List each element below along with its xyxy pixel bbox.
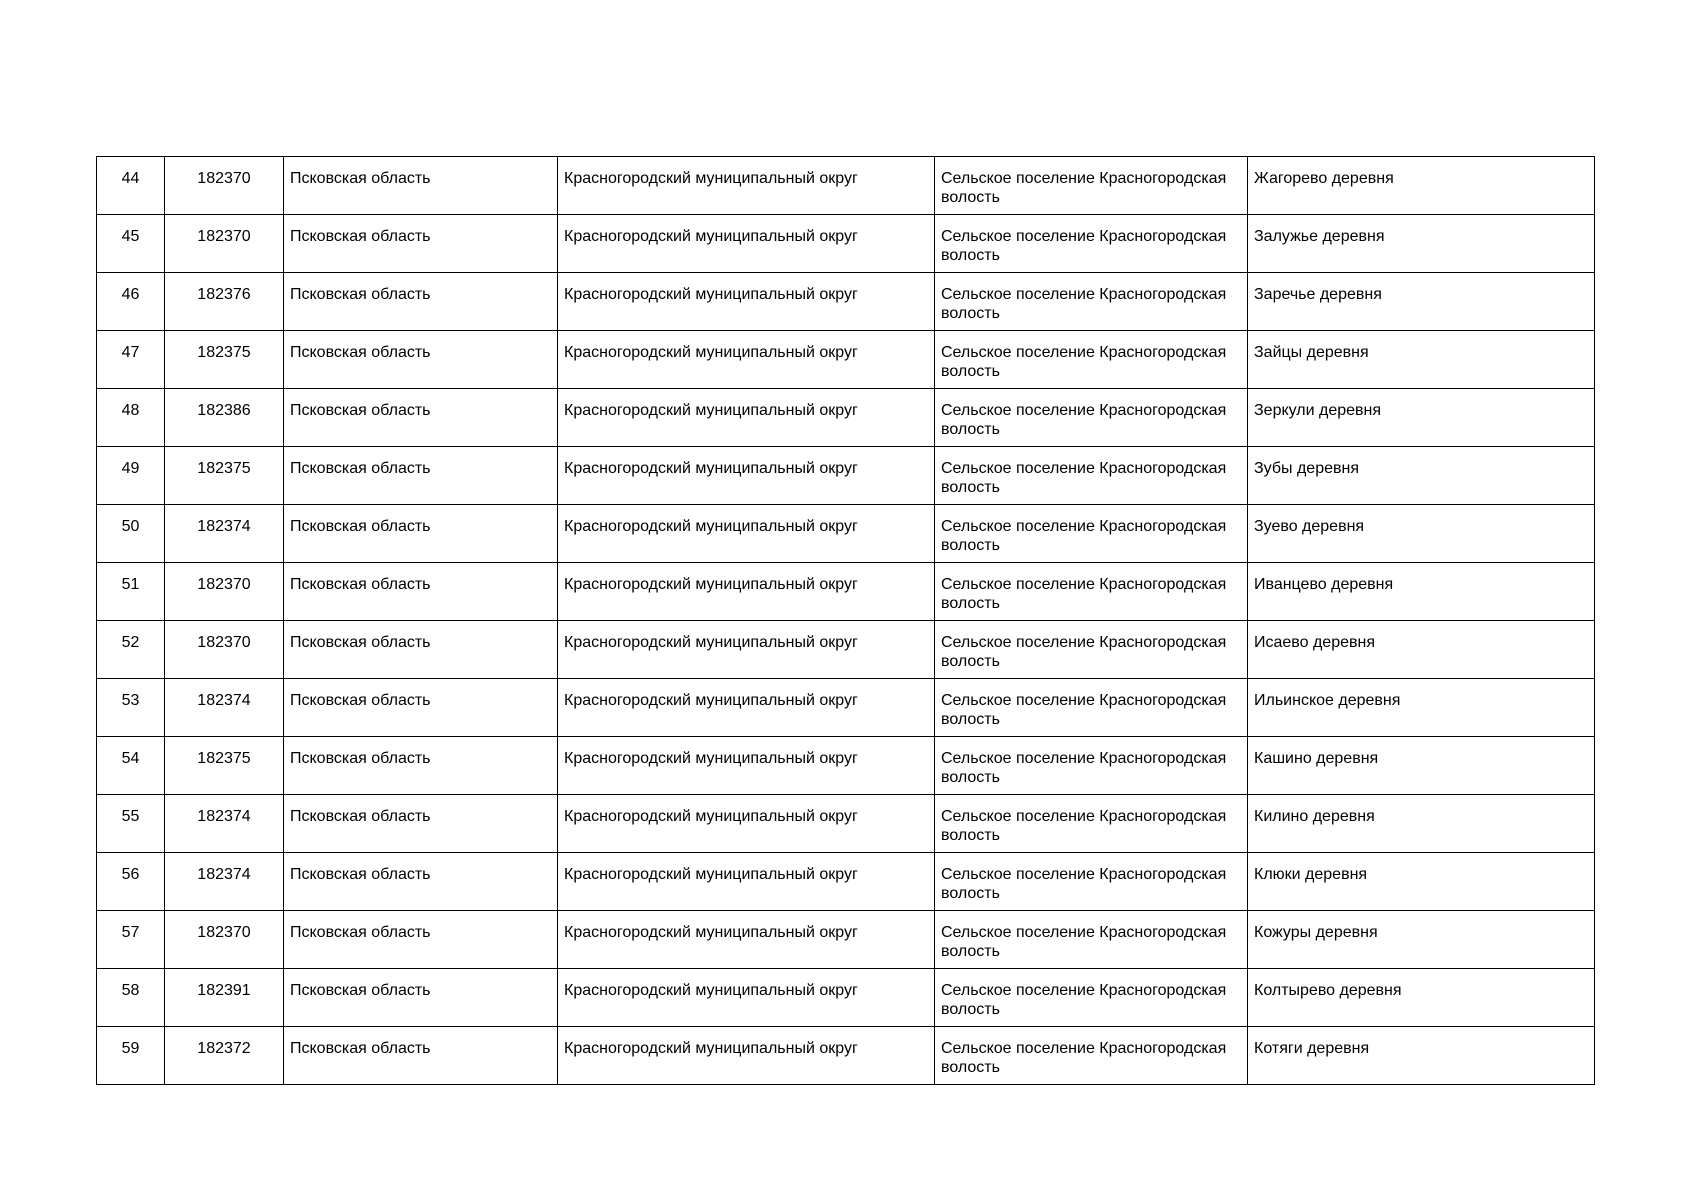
postal-index-cell: 182374 (165, 679, 284, 737)
postal-index-cell: 182375 (165, 447, 284, 505)
region-cell: Псковская область (284, 679, 558, 737)
table-row (97, 853, 1595, 911)
table-row (97, 679, 1595, 737)
district-cell: Красногородский муниципальный округ (558, 389, 935, 447)
table-row (97, 795, 1595, 853)
district-cell: Красногородский муниципальный округ (558, 737, 935, 795)
region-cell: Псковская область (284, 505, 558, 563)
district-cell: Красногородский муниципальный округ (558, 853, 935, 911)
postal-index-cell: 182375 (165, 331, 284, 389)
postal-index-cell: 182391 (165, 969, 284, 1027)
locality-cell: Килино деревня (1248, 795, 1595, 853)
postal-index-cell: 182374 (165, 795, 284, 853)
region-cell: Псковская область (284, 853, 558, 911)
table-row (97, 273, 1595, 331)
row-number-cell: 58 (97, 969, 165, 1027)
row-number-cell: 59 (97, 1027, 165, 1085)
row-number-cell: 44 (97, 157, 165, 215)
row-number-cell: 56 (97, 853, 165, 911)
settlement-cell: Сельское поселение Красногородская волость (935, 795, 1248, 853)
region-cell: Псковская область (284, 563, 558, 621)
settlement-cell: Сельское поселение Красногородская волость (935, 505, 1248, 563)
postal-index-cell: 182370 (165, 157, 284, 215)
region-cell: Псковская область (284, 969, 558, 1027)
district-cell: Красногородский муниципальный округ (558, 273, 935, 331)
settlement-cell: Сельское поселение Красногородская волость (935, 563, 1248, 621)
locality-cell: Зубы деревня (1248, 447, 1595, 505)
postal-index-cell: 182370 (165, 911, 284, 969)
district-cell: Красногородский муниципальный округ (558, 911, 935, 969)
row-number-cell: 51 (97, 563, 165, 621)
region-cell: Псковская область (284, 447, 558, 505)
locality-cell: Кожуры деревня (1248, 911, 1595, 969)
settlement-cell: Сельское поселение Красногородская волость (935, 853, 1248, 911)
locality-cell: Кашино деревня (1248, 737, 1595, 795)
settlement-cell: Сельское поселение Красногородская волость (935, 969, 1248, 1027)
district-cell: Красногородский муниципальный округ (558, 215, 935, 273)
settlement-cell: Сельское поселение Красногородская волость (935, 621, 1248, 679)
postal-index-cell: 182374 (165, 505, 284, 563)
row-number-cell: 57 (97, 911, 165, 969)
table-row (97, 621, 1595, 679)
region-cell: Псковская область (284, 621, 558, 679)
district-cell: Красногородский муниципальный округ (558, 157, 935, 215)
settlement-cell: Сельское поселение Красногородская волость (935, 215, 1248, 273)
postal-index-cell: 182372 (165, 1027, 284, 1085)
table-row (97, 911, 1595, 969)
settlement-cell: Сельское поселение Красногородская волость (935, 447, 1248, 505)
locality-cell: Жагорево деревня (1248, 157, 1595, 215)
settlement-cell: Сельское поселение Красногородская волость (935, 911, 1248, 969)
region-cell: Псковская область (284, 737, 558, 795)
localities-table (96, 156, 1595, 1085)
postal-index-cell: 182375 (165, 737, 284, 795)
settlement-cell: Сельское поселение Красногородская волость (935, 679, 1248, 737)
postal-index-cell: 182370 (165, 215, 284, 273)
district-cell: Красногородский муниципальный округ (558, 563, 935, 621)
table-row (97, 215, 1595, 273)
locality-cell: Колтырево деревня (1248, 969, 1595, 1027)
locality-cell: Исаево деревня (1248, 621, 1595, 679)
table-body (97, 157, 1595, 1085)
row-number-cell: 48 (97, 389, 165, 447)
postal-index-cell: 182386 (165, 389, 284, 447)
district-cell: Красногородский муниципальный округ (558, 505, 935, 563)
region-cell: Псковская область (284, 157, 558, 215)
table-row (97, 447, 1595, 505)
table-row (97, 505, 1595, 563)
postal-index-cell: 182370 (165, 621, 284, 679)
table-row (97, 1027, 1595, 1085)
locality-cell: Клюки деревня (1248, 853, 1595, 911)
row-number-cell: 45 (97, 215, 165, 273)
region-cell: Псковская область (284, 215, 558, 273)
locality-cell: Ильинское деревня (1248, 679, 1595, 737)
region-cell: Псковская область (284, 273, 558, 331)
row-number-cell: 49 (97, 447, 165, 505)
locality-cell: Зеркули деревня (1248, 389, 1595, 447)
settlement-cell: Сельское поселение Красногородская волость (935, 273, 1248, 331)
table-row (97, 563, 1595, 621)
table-row (97, 331, 1595, 389)
locality-cell: Заречье деревня (1248, 273, 1595, 331)
table-row (97, 737, 1595, 795)
row-number-cell: 52 (97, 621, 165, 679)
district-cell: Красногородский муниципальный округ (558, 331, 935, 389)
settlement-cell: Сельское поселение Красногородская волость (935, 389, 1248, 447)
settlement-cell: Сельское поселение Красногородская волость (935, 331, 1248, 389)
locality-cell: Иванцево деревня (1248, 563, 1595, 621)
district-cell: Красногородский муниципальный округ (558, 621, 935, 679)
postal-index-cell: 182376 (165, 273, 284, 331)
settlement-cell: Сельское поселение Красногородская волость (935, 737, 1248, 795)
row-number-cell: 55 (97, 795, 165, 853)
locality-cell: Зайцы деревня (1248, 331, 1595, 389)
district-cell: Красногородский муниципальный округ (558, 795, 935, 853)
region-cell: Псковская область (284, 331, 558, 389)
district-cell: Красногородский муниципальный округ (558, 969, 935, 1027)
row-number-cell: 54 (97, 737, 165, 795)
region-cell: Псковская область (284, 1027, 558, 1085)
postal-index-cell: 182370 (165, 563, 284, 621)
row-number-cell: 53 (97, 679, 165, 737)
row-number-cell: 47 (97, 331, 165, 389)
table-row (97, 157, 1595, 215)
table-row (97, 969, 1595, 1027)
locality-cell: Залужье деревня (1248, 215, 1595, 273)
row-number-cell: 46 (97, 273, 165, 331)
district-cell: Красногородский муниципальный округ (558, 447, 935, 505)
postal-index-cell: 182374 (165, 853, 284, 911)
locality-cell: Зуево деревня (1248, 505, 1595, 563)
district-cell: Красногородский муниципальный округ (558, 679, 935, 737)
district-cell: Красногородский муниципальный округ (558, 1027, 935, 1085)
settlement-cell: Сельское поселение Красногородская волость (935, 157, 1248, 215)
table-row (97, 389, 1595, 447)
region-cell: Псковская область (284, 911, 558, 969)
row-number-cell: 50 (97, 505, 165, 563)
region-cell: Псковская область (284, 795, 558, 853)
locality-cell: Котяги деревня (1248, 1027, 1595, 1085)
settlement-cell: Сельское поселение Красногородская волость (935, 1027, 1248, 1085)
region-cell: Псковская область (284, 389, 558, 447)
